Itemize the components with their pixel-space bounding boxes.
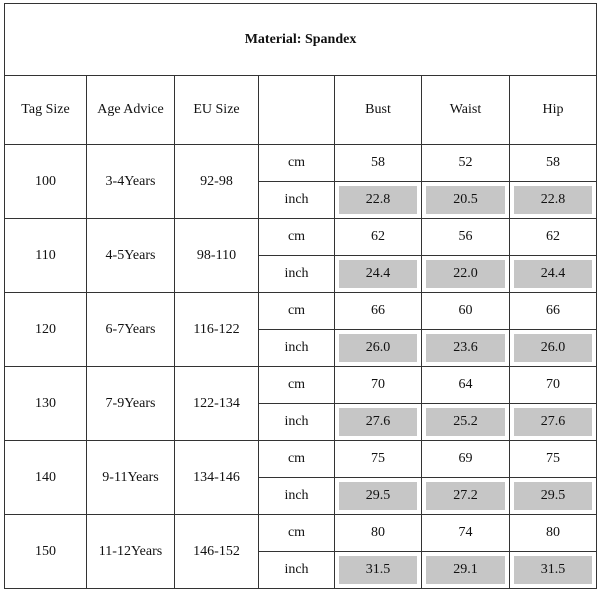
bust-inch-cell: 26.0 [335,330,422,367]
unit-label-inch: inch [259,404,335,441]
waist-inch-cell: 25.2 [422,404,510,441]
waist-inch-cell: 20.5 [422,182,510,219]
header-eu-size: EU Size [175,76,259,145]
unit-label-cm: cm [259,219,335,256]
waist-inch-cell: 29.1 [422,552,510,589]
header-row [5,76,597,145]
waist-cm-cell: 52 [422,145,510,182]
size-chart [4,3,596,597]
header-unit [259,76,335,145]
hip-inch-cell: 26.0 [510,330,597,367]
unit-label-cm: cm [259,441,335,478]
table-row [5,441,597,478]
table-row [5,515,597,552]
unit-label-inch: inch [259,552,335,589]
eu-size-cell: 116-122 [175,293,259,367]
age-advice-cell: 11-12Years [87,515,175,589]
waist-inch-cell: 23.6 [422,330,510,367]
hip-cm-cell: 80 [510,515,597,552]
header-tag-size: Tag Size [5,76,87,145]
hip-inch-cell: 24.4 [510,256,597,293]
age-advice-cell: 9-11Years [87,441,175,515]
tag-size-cell: 130 [5,367,87,441]
unit-label-cm: cm [259,145,335,182]
waist-inch-cell: 27.2 [422,478,510,515]
age-advice-cell: 3-4Years [87,145,175,219]
waist-cm-cell: 56 [422,219,510,256]
unit-label-inch: inch [259,256,335,293]
eu-size-cell: 92-98 [175,145,259,219]
hip-cm-cell: 58 [510,145,597,182]
hip-inch-cell: 31.5 [510,552,597,589]
unit-label-inch: inch [259,182,335,219]
bust-cm-cell: 80 [335,515,422,552]
hip-cm-cell: 62 [510,219,597,256]
bust-inch-cell: 31.5 [335,552,422,589]
table-title: Material: Spandex [5,4,597,76]
header-hip: Hip [510,76,597,145]
waist-cm-cell: 74 [422,515,510,552]
unit-label-cm: cm [259,293,335,330]
waist-inch-cell: 22.0 [422,256,510,293]
hip-inch-cell: 22.8 [510,182,597,219]
hip-cm-cell: 70 [510,367,597,404]
age-advice-cell: 7-9Years [87,367,175,441]
bust-cm-cell: 62 [335,219,422,256]
table-row [5,367,597,404]
bust-inch-cell: 24.4 [335,256,422,293]
header-age-advice: Age Advice [87,76,175,145]
waist-cm-cell: 64 [422,367,510,404]
tag-size-cell: 100 [5,145,87,219]
bust-cm-cell: 66 [335,293,422,330]
table-row [5,145,597,182]
bust-inch-cell: 27.6 [335,404,422,441]
eu-size-cell: 146-152 [175,515,259,589]
table-row [5,293,597,330]
waist-cm-cell: 69 [422,441,510,478]
eu-size-cell: 98-110 [175,219,259,293]
header-waist: Waist [422,76,510,145]
eu-size-cell: 122-134 [175,367,259,441]
bust-cm-cell: 75 [335,441,422,478]
unit-label-inch: inch [259,478,335,515]
unit-label-inch: inch [259,330,335,367]
bust-inch-cell: 22.8 [335,182,422,219]
eu-size-cell: 134-146 [175,441,259,515]
waist-cm-cell: 60 [422,293,510,330]
bust-cm-cell: 58 [335,145,422,182]
tag-size-cell: 110 [5,219,87,293]
hip-cm-cell: 66 [510,293,597,330]
unit-label-cm: cm [259,515,335,552]
bust-cm-cell: 70 [335,367,422,404]
size-table [4,3,597,589]
tag-size-cell: 120 [5,293,87,367]
header-bust: Bust [335,76,422,145]
bust-inch-cell: 29.5 [335,478,422,515]
tag-size-cell: 150 [5,515,87,589]
hip-inch-cell: 27.6 [510,404,597,441]
tag-size-cell: 140 [5,441,87,515]
hip-cm-cell: 75 [510,441,597,478]
table-row [5,219,597,256]
hip-inch-cell: 29.5 [510,478,597,515]
unit-label-cm: cm [259,367,335,404]
age-advice-cell: 6-7Years [87,293,175,367]
age-advice-cell: 4-5Years [87,219,175,293]
